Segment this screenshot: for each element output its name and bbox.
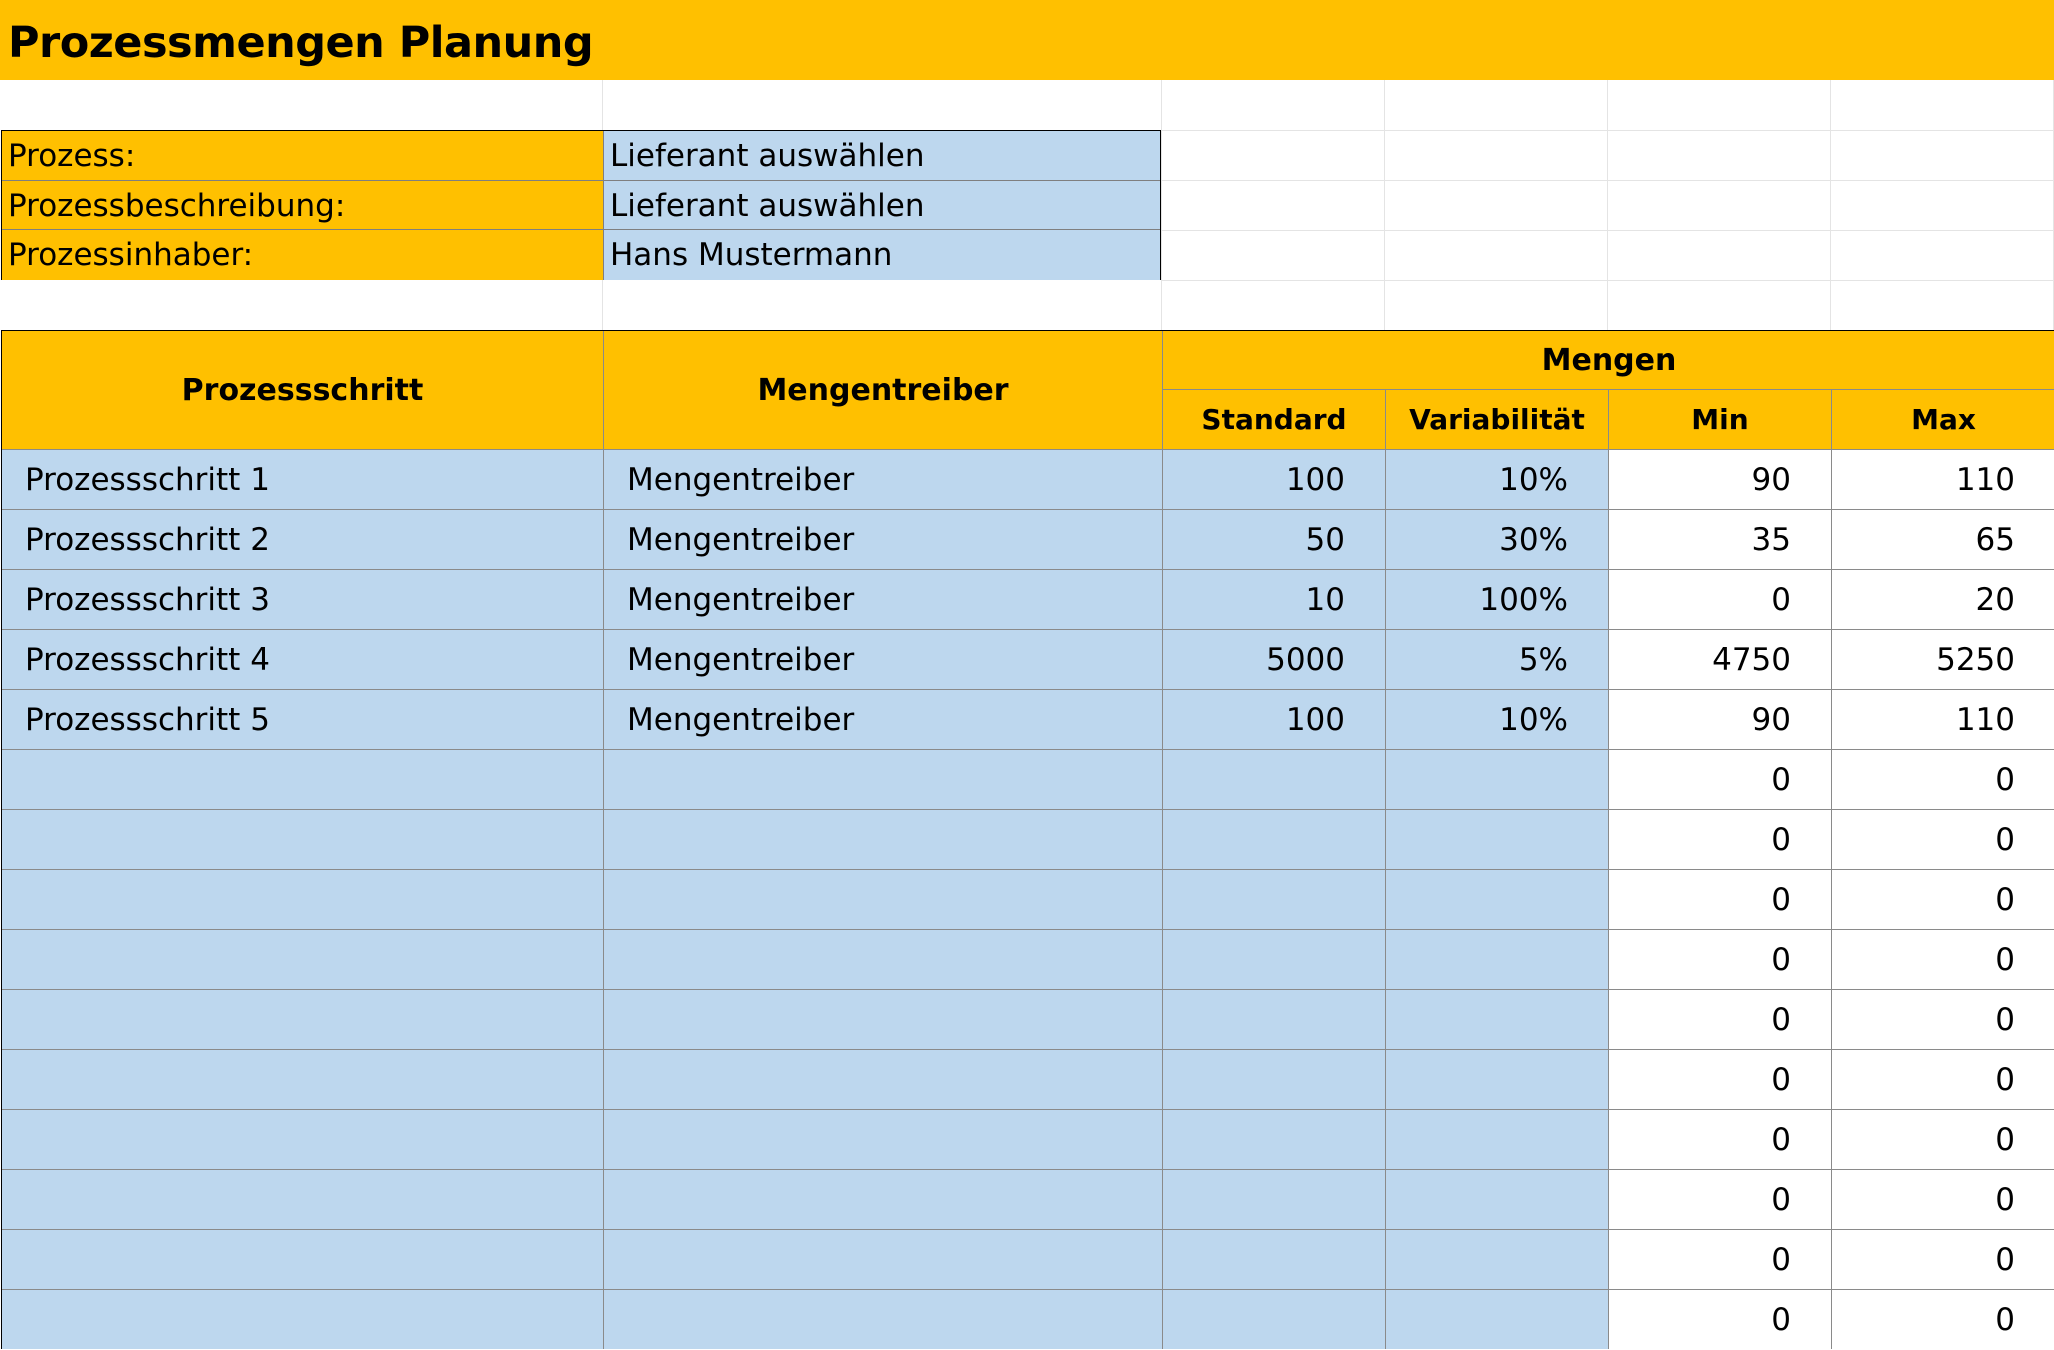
cell-quantity-driver[interactable]: Mengentreiber xyxy=(604,450,1163,509)
cell-process-step[interactable] xyxy=(2,1170,604,1229)
cell-process-step[interactable] xyxy=(2,870,604,929)
cell-standard[interactable] xyxy=(1163,1170,1386,1229)
cell-variability[interactable] xyxy=(1386,1230,1609,1289)
gridline xyxy=(602,280,603,330)
cell-min[interactable]: 90 xyxy=(1609,690,1832,749)
gridline xyxy=(1830,80,1831,330)
cell-standard[interactable]: 10 xyxy=(1163,570,1386,629)
cell-quantity-driver[interactable] xyxy=(604,1050,1163,1109)
cell-variability[interactable] xyxy=(1386,810,1609,869)
table-row xyxy=(2,1289,2054,1349)
cell-variability[interactable] xyxy=(1386,750,1609,809)
cell-variability[interactable] xyxy=(1386,1050,1609,1109)
info-value-owner[interactable]: Hans Mustermann xyxy=(604,230,1160,280)
table-row xyxy=(2,929,2054,989)
gridline xyxy=(1161,80,1162,330)
cell-variability[interactable]: 10% xyxy=(1386,690,1609,749)
info-row-process xyxy=(2,131,1160,181)
cell-variability[interactable]: 5% xyxy=(1386,630,1609,689)
cell-min[interactable]: 0 xyxy=(1609,1230,1832,1289)
table-row xyxy=(2,1229,2054,1289)
gridline xyxy=(1607,80,1608,330)
cell-min[interactable]: 0 xyxy=(1609,1170,1832,1229)
cell-max[interactable]: 0 xyxy=(1832,1170,2054,1229)
cell-standard[interactable]: 100 xyxy=(1163,450,1386,509)
cell-max[interactable]: 0 xyxy=(1832,1050,2054,1109)
cell-quantity-driver[interactable]: Mengentreiber xyxy=(604,510,1163,569)
cell-process-step[interactable] xyxy=(2,990,604,1049)
table-row xyxy=(2,449,2054,509)
table-row xyxy=(2,509,2054,569)
cell-process-step[interactable]: Prozessschritt 4 xyxy=(2,630,604,689)
cell-standard[interactable] xyxy=(1163,1230,1386,1289)
cell-max[interactable]: 20 xyxy=(1832,570,2054,629)
header-quantity-driver[interactable]: Mengentreiber xyxy=(604,331,1163,449)
cell-min[interactable]: 0 xyxy=(1609,990,1832,1049)
header-process-step[interactable]: Prozessschritt xyxy=(2,331,604,449)
cell-quantity-driver[interactable] xyxy=(604,1110,1163,1169)
cell-min[interactable]: 0 xyxy=(1609,570,1832,629)
quantity-table xyxy=(1,330,2054,1349)
cell-max[interactable]: 0 xyxy=(1832,1110,2054,1169)
gridline xyxy=(1161,280,2054,281)
cell-standard[interactable] xyxy=(1163,810,1386,869)
cell-variability[interactable] xyxy=(1386,1290,1609,1349)
cell-min[interactable]: 0 xyxy=(1609,1290,1832,1349)
cell-process-step[interactable] xyxy=(2,1050,604,1109)
cell-standard[interactable] xyxy=(1163,750,1386,809)
cell-quantity-driver[interactable]: Mengentreiber xyxy=(604,690,1163,749)
cell-standard[interactable] xyxy=(1163,990,1386,1049)
cell-variability[interactable]: 10% xyxy=(1386,450,1609,509)
table-row xyxy=(2,629,2054,689)
cell-max[interactable]: 0 xyxy=(1832,810,2054,869)
table-row xyxy=(2,989,2054,1049)
cell-standard[interactable] xyxy=(1163,870,1386,929)
gridline xyxy=(602,80,603,130)
gridline xyxy=(1384,80,1385,330)
cell-process-step[interactable] xyxy=(2,1110,604,1169)
info-label: Prozess: xyxy=(2,131,604,181)
table-row xyxy=(2,1169,2054,1229)
table-row xyxy=(2,869,2054,929)
info-value-description[interactable]: Lieferant auswählen xyxy=(604,181,1160,231)
cell-min[interactable]: 0 xyxy=(1609,810,1832,869)
cell-min[interactable]: 0 xyxy=(1609,1110,1832,1169)
cell-standard[interactable]: 50 xyxy=(1163,510,1386,569)
gridline xyxy=(1161,130,2054,131)
cell-quantity-driver[interactable] xyxy=(604,1170,1163,1229)
table-row xyxy=(2,1049,2054,1109)
cell-standard[interactable] xyxy=(1163,930,1386,989)
cell-max[interactable]: 0 xyxy=(1832,870,2054,929)
cell-quantity-driver[interactable]: Mengentreiber xyxy=(604,570,1163,629)
table-row xyxy=(2,689,2054,749)
header-standard[interactable]: Standard xyxy=(1163,390,1386,449)
cell-min[interactable]: 4750 xyxy=(1609,630,1832,689)
cell-quantity-driver[interactable] xyxy=(604,750,1163,809)
cell-standard[interactable]: 100 xyxy=(1163,690,1386,749)
cell-min[interactable]: 0 xyxy=(1609,750,1832,809)
info-value-process[interactable]: Lieferant auswählen xyxy=(604,131,1160,181)
cell-process-step[interactable]: Prozessschritt 2 xyxy=(2,510,604,569)
header-variability[interactable]: Variabilität xyxy=(1386,390,1609,449)
cell-standard[interactable] xyxy=(1163,1110,1386,1169)
cell-min[interactable]: 0 xyxy=(1609,1050,1832,1109)
cell-quantity-driver[interactable] xyxy=(604,930,1163,989)
sheet-title-bar[interactable] xyxy=(0,0,2054,80)
cell-process-step[interactable]: Prozessschritt 1 xyxy=(2,450,604,509)
cell-min[interactable]: 0 xyxy=(1609,870,1832,929)
cell-min[interactable]: 35 xyxy=(1609,510,1832,569)
table-row xyxy=(2,1109,2054,1169)
info-row-description xyxy=(2,180,1160,231)
table-row xyxy=(2,749,2054,809)
sheet-title: Prozessmengen Planung xyxy=(8,18,594,68)
cell-max[interactable]: 65 xyxy=(1832,510,2054,569)
table-row xyxy=(2,569,2054,629)
cell-variability[interactable] xyxy=(1386,930,1609,989)
cell-variability[interactable] xyxy=(1386,1170,1609,1229)
cell-variability[interactable] xyxy=(1386,1110,1609,1169)
gridline xyxy=(1161,230,2054,231)
cell-max[interactable]: 0 xyxy=(1832,1290,2054,1349)
header-max[interactable]: Max xyxy=(1832,390,2054,449)
cell-process-step[interactable]: Prozessschritt 3 xyxy=(2,570,604,629)
info-label: Prozessinhaber: xyxy=(2,230,604,280)
info-label: Prozessbeschreibung: xyxy=(2,181,604,231)
cell-variability[interactable] xyxy=(1386,990,1609,1049)
cell-standard[interactable] xyxy=(1163,1290,1386,1349)
process-info-block xyxy=(1,130,1161,280)
cell-variability[interactable] xyxy=(1386,870,1609,929)
cell-quantity-driver[interactable] xyxy=(604,870,1163,929)
cell-process-step[interactable] xyxy=(2,930,604,989)
cell-quantity-driver[interactable] xyxy=(604,1230,1163,1289)
cell-process-step[interactable]: Prozessschritt 5 xyxy=(2,690,604,749)
cell-process-step[interactable] xyxy=(2,1230,604,1289)
cell-process-step[interactable] xyxy=(2,750,604,809)
cell-standard[interactable] xyxy=(1163,1050,1386,1109)
cell-quantity-driver[interactable] xyxy=(604,810,1163,869)
cell-quantity-driver[interactable] xyxy=(604,1290,1163,1349)
cell-standard[interactable]: 5000 xyxy=(1163,630,1386,689)
cell-max[interactable]: 0 xyxy=(1832,750,2054,809)
cell-max[interactable]: 0 xyxy=(1832,1230,2054,1289)
cell-variability[interactable]: 30% xyxy=(1386,510,1609,569)
cell-max[interactable]: 0 xyxy=(1832,930,2054,989)
header-quantities-group[interactable]: Mengen xyxy=(1163,331,2054,390)
header-min[interactable]: Min xyxy=(1609,390,1832,449)
cell-variability[interactable]: 100% xyxy=(1386,570,1609,629)
cell-min[interactable]: 90 xyxy=(1609,450,1832,509)
table-row xyxy=(2,809,2054,869)
cell-max[interactable]: 110 xyxy=(1832,450,2054,509)
cell-max[interactable]: 0 xyxy=(1832,990,2054,1049)
cell-max[interactable]: 5250 xyxy=(1832,630,2054,689)
cell-process-step[interactable] xyxy=(2,1290,604,1349)
cell-process-step[interactable] xyxy=(2,810,604,869)
cell-max[interactable]: 110 xyxy=(1832,690,2054,749)
cell-min[interactable]: 0 xyxy=(1609,930,1832,989)
cell-quantity-driver[interactable]: Mengentreiber xyxy=(604,630,1163,689)
info-row-owner xyxy=(2,229,1160,280)
cell-quantity-driver[interactable] xyxy=(604,990,1163,1049)
gridline xyxy=(1161,180,2054,181)
